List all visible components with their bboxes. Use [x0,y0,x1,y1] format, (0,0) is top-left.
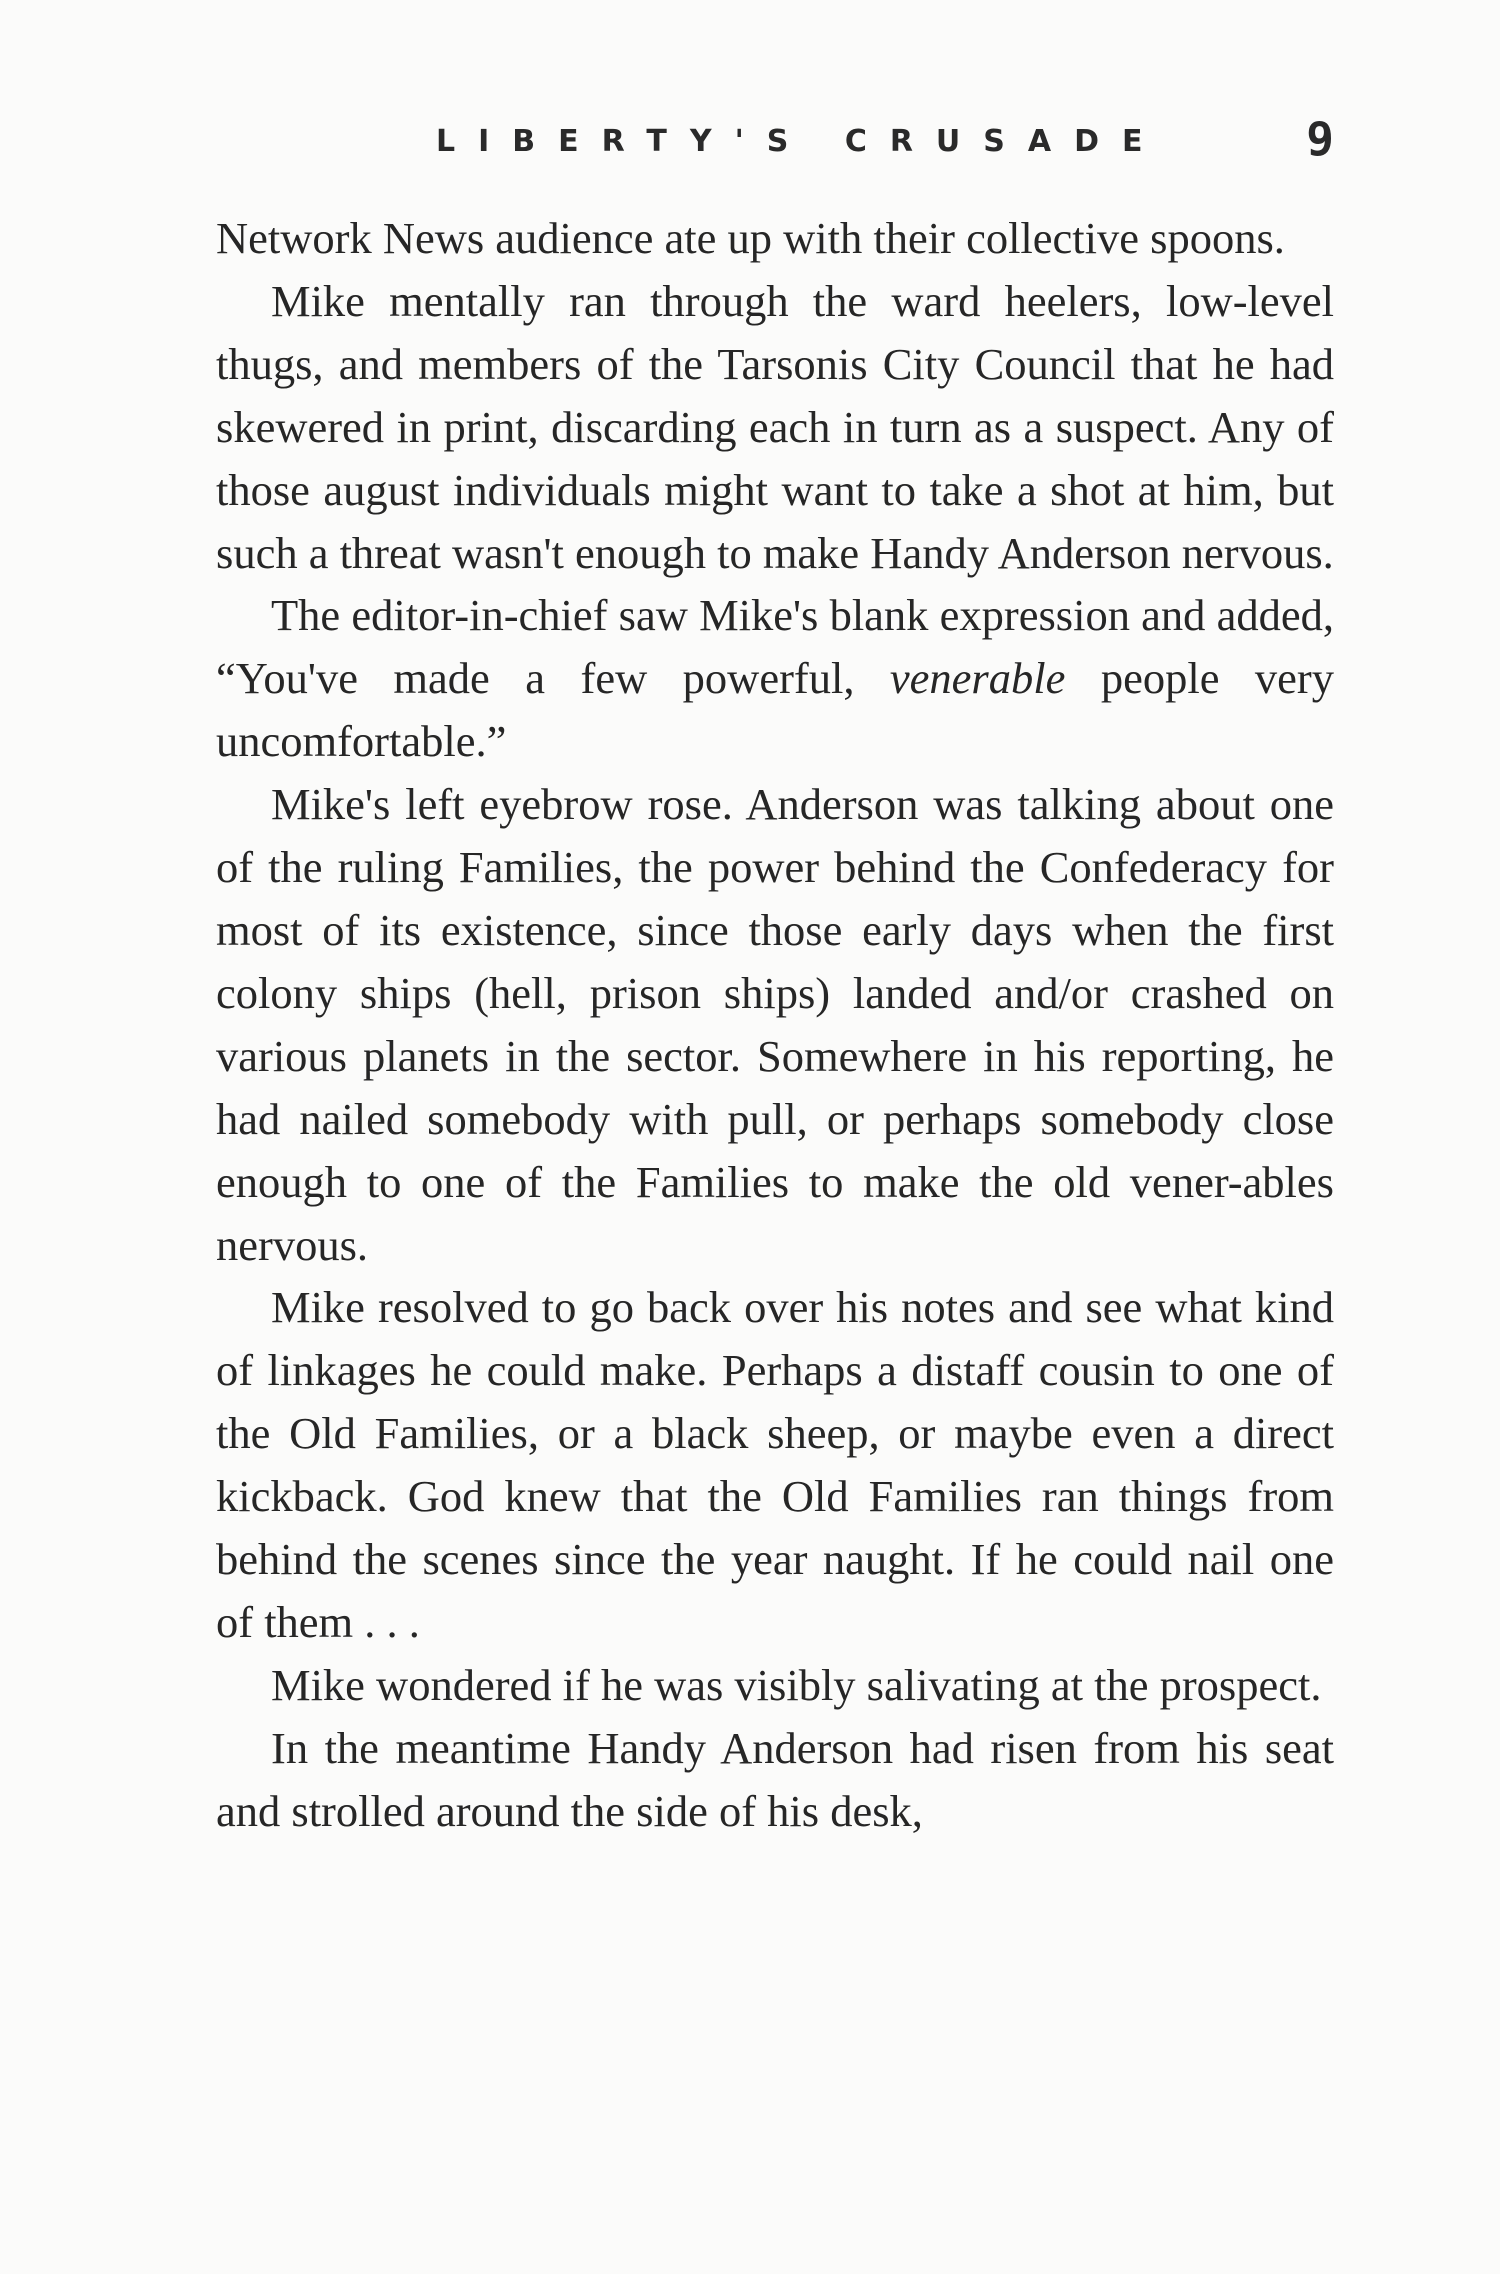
paragraph-3-start: The editor-in-chief saw Mike's blank expression and added, “You've made a few powerful, [216,590,1334,704]
paragraph-3-end: people very uncomfortable.” [216,653,1334,767]
paragraph-3 [216,584,1334,773]
running-head [216,112,1334,182]
running-title: LIBERTY'S CRUSADE [436,124,1166,159]
paragraph-5: Mike resolved to go back over his notes and see what kind of linkages he could make. Perhaps a distaff cousin to one of the Old Families, or a black sheep, or maybe even a direct kickback. God knew that the Old Families ran things from behind the scenes since the year naught. If he could nail one of them . . . [216,1282,1334,1647]
paragraph-7: In the meantime Handy Anderson had risen from his seat and strolled around the side of his desk, [216,1722,1334,1836]
body-text [216,207,1334,1843]
paragraph-2: Mike mentally ran through the ward heelers, low-level thugs, and members of the Tarsonis City Council that he had skewered in print, discarding each in turn as a suspect. Any of those august individuals might want to take a shot at him, but such a threat wasn't enough to make Handy Anderson nervous. [216,275,1334,578]
emphasis-venerable: venerable [889,653,1066,704]
paragraph-1: Network News audience ate up with their collective spoons. [216,213,1285,263]
page-number: 9 [1306,112,1334,166]
paragraph-6: Mike wondered if he was visibly salivating at the prospect. [271,1659,1322,1710]
paragraph-4: Mike's left eyebrow rose. Anderson was talking about one of the ruling Families, the power behind the Confederacy for most of its existence, since those early days when the first colony ships (hell, prison ships) landed and/or crashed on various planets in the sector. Somewhere in his reporting, he had nailed somebody with pull, or perhaps somebody close enough to one of the Families to make the old vener-ables nervous. [216,779,1334,1270]
